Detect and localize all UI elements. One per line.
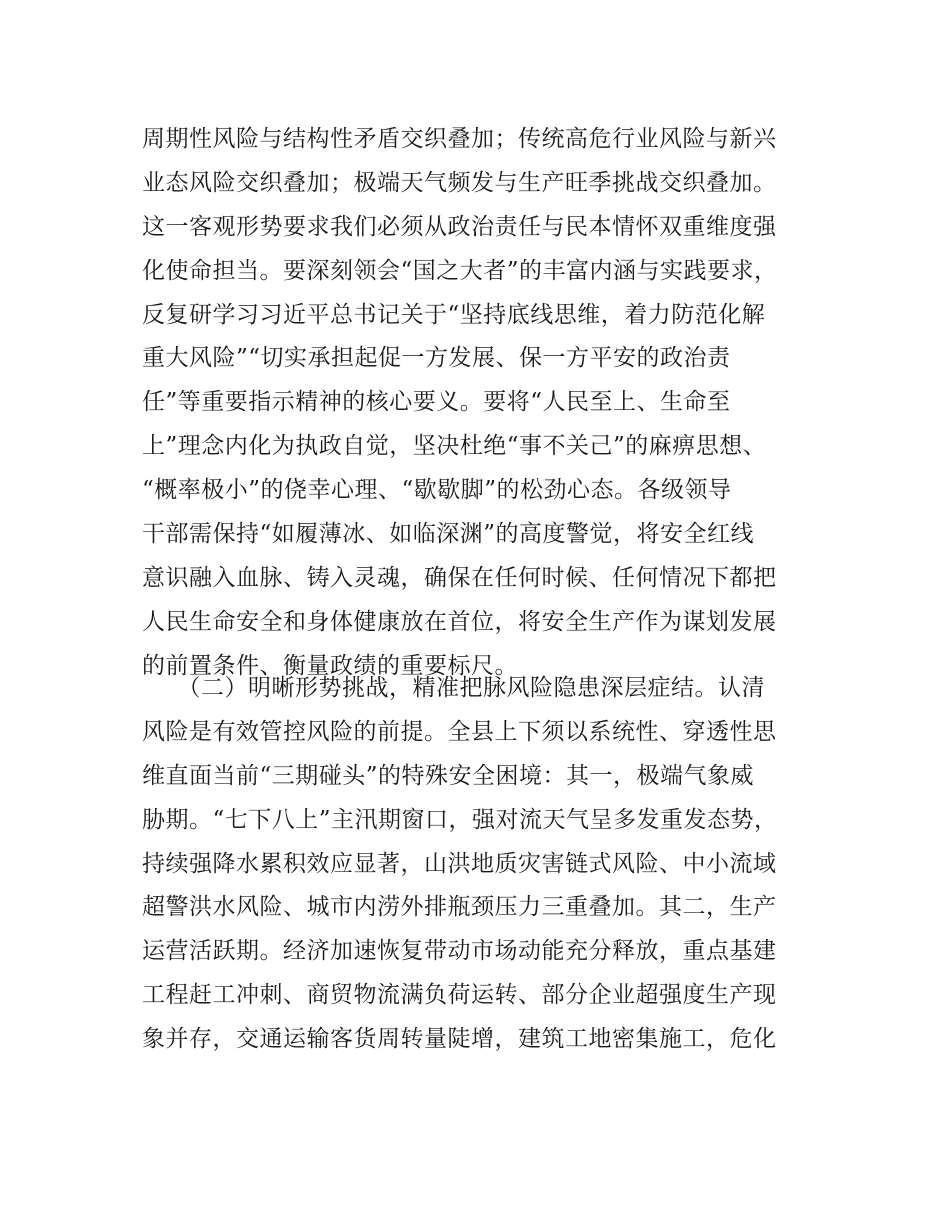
text-line: 周期性风险与结构性矛盾交织叠加；传统高危行业风险与新兴 <box>142 126 777 152</box>
text-line: 上”理念内化为执政自觉，坚决杜绝“事不关己”的麻痹思想、 <box>142 433 767 460</box>
text-line: 这一客观形势要求我们必须从政治责任与民本情怀双重维度强 <box>142 213 777 240</box>
text-line: 意识融入血脉、铸入灵魂，确保在任何时候、任何情况下都把 <box>142 564 777 591</box>
text-line: 超警洪水风险、城市内涝外排瓶颈压力三重叠加。其二，生产 <box>142 894 777 921</box>
text-line: 人民生命安全和身体健康放在首位，将安全生产作为谋划发展 <box>142 608 777 635</box>
text-line: 任”等重要指示精神的核心要义。要将“人民至上、生命至 <box>142 389 731 416</box>
text-line: 风险是有效管控风险的前提。全县上下须以系统性、穿透性思 <box>142 718 777 745</box>
paragraph-2 <box>142 667 822 1062</box>
text-line: 业态风险交织叠加；极端天气频发与生产旺季挑战交织叠加。 <box>142 169 777 196</box>
text-line: 持续强降水累积效应显著，山洪地质灾害链式风险、中小流域 <box>142 850 777 877</box>
text-line: 反复研学习习近平总书记关于“坚持底线思维，着力防范化解 <box>142 301 766 328</box>
text-line: 象并存，交通运输客货周转量陡增，建筑工地密集施工，危化 <box>142 1026 777 1053</box>
text-line: “概率极小”的侥幸心理、“歇歇脚”的松劲心态。各级领导 <box>142 477 732 504</box>
text-line: 运营活跃期。经济加速恢复带动市场动能充分释放，重点基建 <box>142 938 777 965</box>
text-line: 维直面当前“三期碰头”的特殊安全困境：其一，极端气象威 <box>142 762 755 789</box>
text-line: 的前置条件、衡量政绩的重要标尺。 <box>142 652 518 679</box>
text-line: （二）明晰形势挑战，精准把脉风险隐患深层症结。认清 <box>142 675 765 701</box>
text-line: 胁期。“七下八上”主汛期窗口，强对流天气呈多发重发态势， <box>142 806 778 833</box>
paragraph-1 <box>142 118 822 689</box>
text-line: 化使命担当。要深刻领会“国之大者”的丰富内涵与实践要求， <box>142 257 778 284</box>
text-line: 重大风险”“切实承担起促一方发展、保一方平安的政治责 <box>142 345 731 372</box>
text-line: 工程赶工冲刺、商贸物流满负荷运转、部分企业超强度生产现 <box>142 982 777 1009</box>
text-line: 干部需保持“如履薄冰、如临深渊”的高度警觉，将安全红线 <box>142 521 755 548</box>
